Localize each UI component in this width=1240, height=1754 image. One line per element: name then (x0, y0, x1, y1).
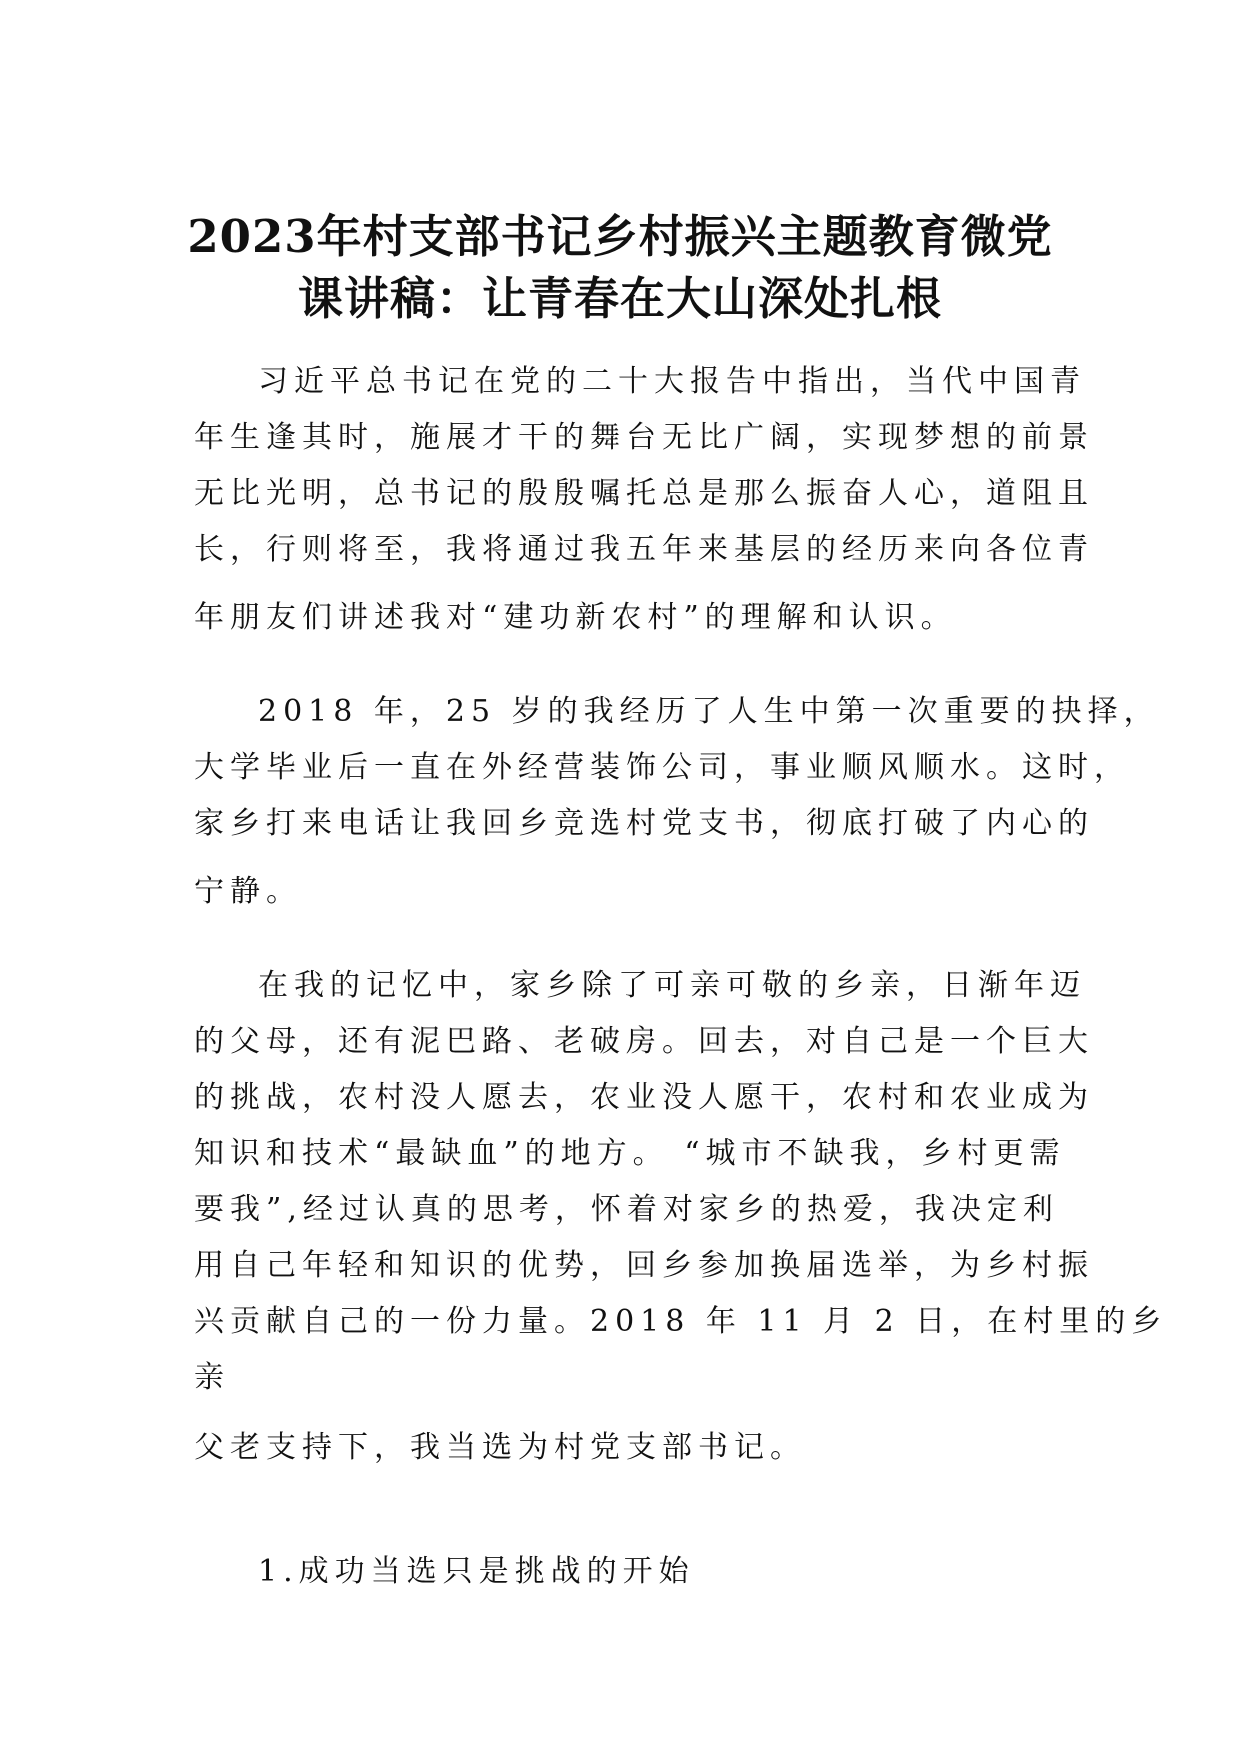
paragraph-line: 家乡打来电话让我回乡竞选村党支书，彻底打破了内心的 (194, 806, 1094, 841)
paragraph-line: 在我的记忆中，家乡除了可亲可敬的乡亲，日渐年迈 (258, 968, 1086, 1003)
paragraph-line: 无比光明，总书记的殷殷嘱托总是那么振奋人心，道阻且 (194, 476, 1094, 511)
paragraph-line: 年朋友们讲述我对“建功新农村”的理解和认识。 (194, 600, 957, 635)
paragraph-line: 习近平总书记在党的二十大报告中指出，当代中国青 (258, 364, 1086, 399)
section-heading (194, 1544, 1074, 1600)
title-line: 课讲稿：让青春在大山深处扎根 (297, 272, 942, 326)
paragraph-1 (194, 354, 1094, 646)
paragraph-line: 亲 (194, 1360, 230, 1395)
paragraph-line: 大学毕业后一直在外经营装饰公司，事业顺风顺水。这时， (194, 750, 1130, 785)
paragraph-line: 宁静。 (194, 874, 302, 909)
document-title (120, 206, 1120, 330)
paragraph-line: 2018 年，25 岁的我经历了人生中第一次重要的抉择， (258, 694, 1160, 729)
paragraph-line: 用自己年轻和知识的优势，回乡参加换届选举，为乡村振 (194, 1248, 1094, 1283)
paragraph-line: 父老支持下，我当选为村党支部书记。 (194, 1430, 806, 1465)
title-line: 2023年村支部书记乡村振兴主题教育微党 (187, 210, 1053, 264)
paragraph-3 (194, 958, 1168, 1406)
paragraph-line: 兴贡献自己的一份力量。2018 年 11 月 2 日，在村里的乡 (194, 1304, 1168, 1339)
paragraph-line: 长，行则将至，我将通过我五年来基层的经历来向各位青 (194, 532, 1094, 567)
paragraph-2 (194, 684, 1160, 920)
paragraph-4 (194, 1420, 1074, 1476)
section-heading-text: 1.成功当选只是挑战的开始 (258, 1554, 695, 1589)
paragraph-line: 年生逢其时，施展才干的舞台无比广阔，实现梦想的前景 (194, 420, 1094, 455)
paragraph-line: 知识和技术“最缺血”的地方。 “城市不缺我，乡村更需 (194, 1136, 1066, 1171)
paragraph-line: 的父母，还有泥巴路、老破房。回去，对自己是一个巨大 (194, 1024, 1094, 1059)
paragraph-line: 的挑战，农村没人愿去，农业没人愿干，农村和农业成为 (194, 1080, 1094, 1115)
paragraph-line: 要我”,经过认真的思考，怀着对家乡的热爱，我决定利 (194, 1192, 1059, 1227)
